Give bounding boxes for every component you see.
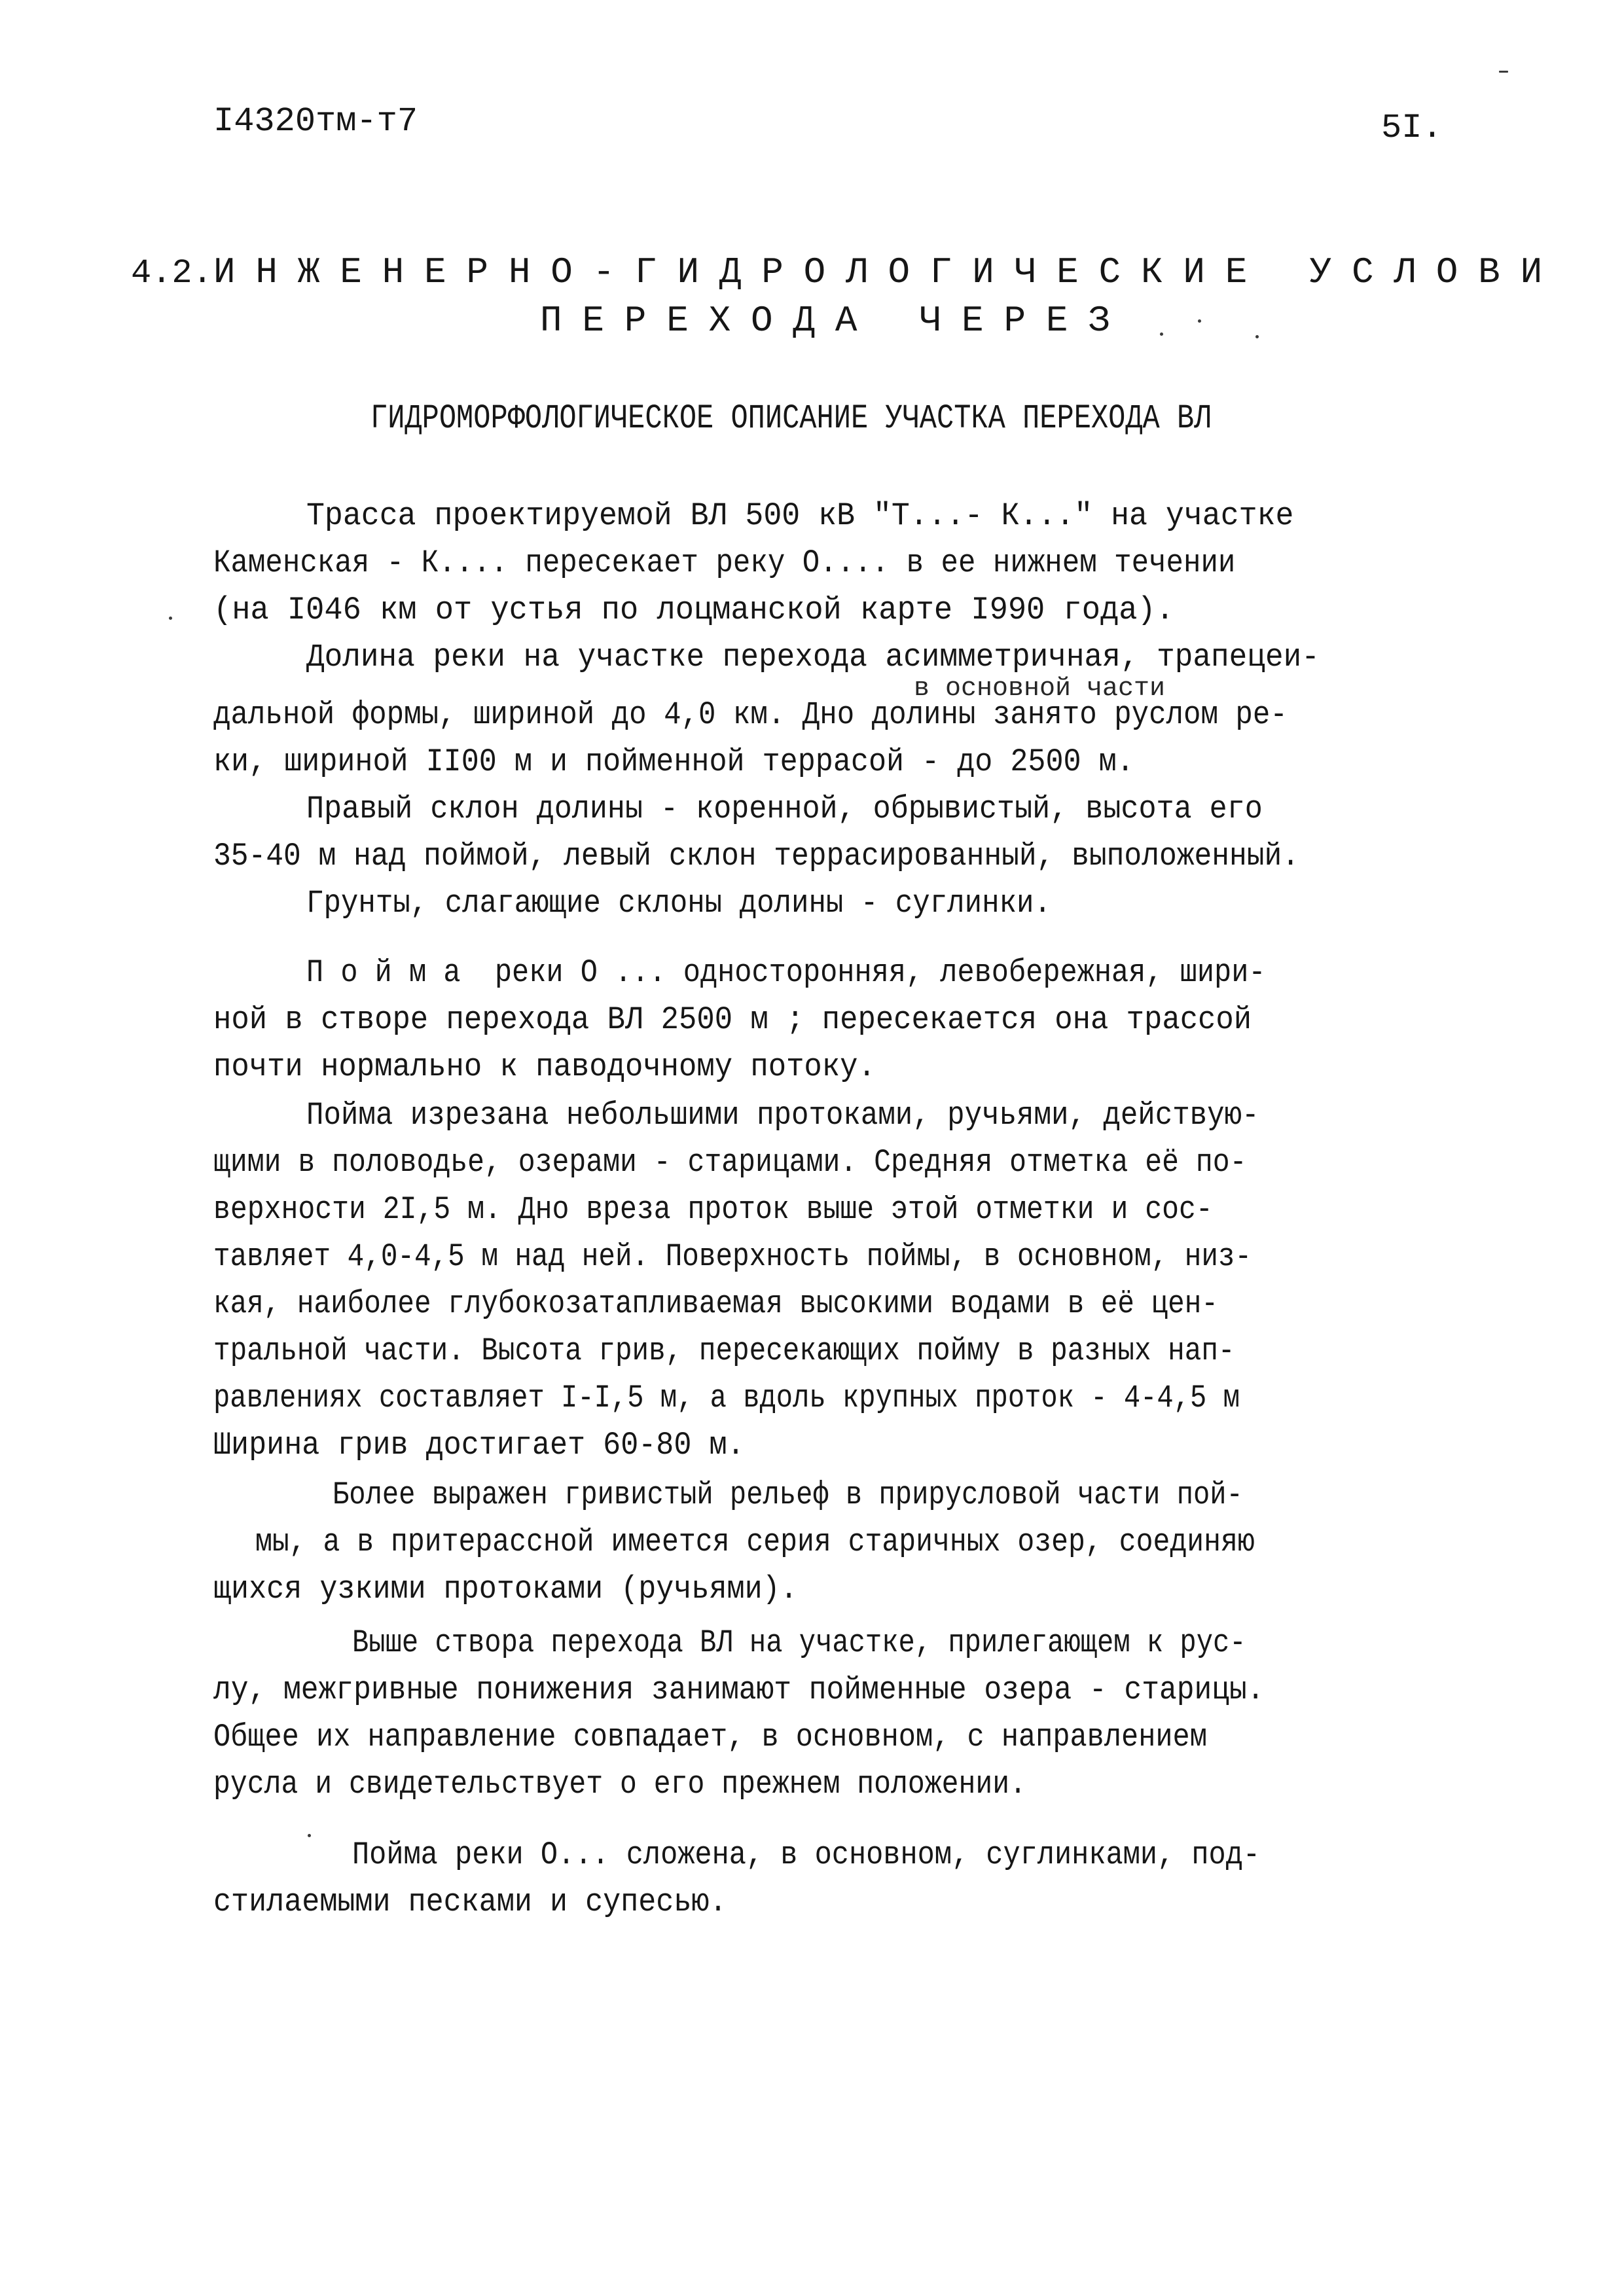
scan-speck <box>1198 319 1201 323</box>
body-line: Пойма реки О... сложена, в основном, суглинками, под- <box>352 1837 1261 1873</box>
body-line: Правый склон долины - коренной, обрывистый, высота его <box>306 791 1263 827</box>
body-line: П о й м а реки О ... односторонняя, левобережная, шири- <box>306 954 1266 991</box>
body-line: Ширина грив достигает 60-80 м. <box>213 1427 745 1463</box>
body-line: тральной части. Высота грив, пересекающих пойму в разных нап- <box>213 1333 1235 1369</box>
body-line: Каменская - К.... пересекает реку О.... в ее нижнем течении <box>213 545 1236 581</box>
section-number: 4.2. <box>131 254 213 293</box>
page-number: 5I. <box>1381 109 1443 147</box>
scan-speck <box>1499 71 1508 73</box>
handwritten-insertion: в основной части <box>914 674 1166 704</box>
body-line: Долина реки на участке перехода асимметричная, трапецеи- <box>306 639 1320 675</box>
body-line: Пойма изрезана небольшими протоками, ручьями, действую- <box>306 1097 1259 1134</box>
body-line: стилаемыми песками и супесью. <box>213 1884 727 1920</box>
section-title-line-2: ПЕРЕХОДА ЧЕРЕЗ <box>540 300 1130 342</box>
body-line: 35-40 м над поймой, левый склон террасированный, выположенный. <box>213 838 1300 874</box>
doc-code: I4320тм-т7 <box>213 102 418 141</box>
body-line: мы, а в притерассной имеется серия старичных озер, соединяю <box>255 1524 1255 1560</box>
body-line: тавляет 4,0-4,5 м над ней. Поверхность поймы, в основном, низ- <box>213 1238 1252 1275</box>
body-line: ной в створе перехода ВЛ 2500 м ; пересекается она трассой <box>213 1001 1252 1038</box>
body-line: Трасса проектируемой ВЛ 500 кВ "Т...- К..." на участке <box>306 497 1294 534</box>
body-line: щими в половодье, озерами - старицами. Средняя отметка её по- <box>213 1144 1247 1181</box>
body-line: лу, межгривные понижения занимают пойменные озера - старицы. <box>213 1672 1265 1708</box>
body-line: равлениях составляет I-I,5 м, а вдоль крупных проток - 4-4,5 м <box>213 1380 1240 1416</box>
body-line: Выше створа перехода ВЛ на участке, прилегающем к рус- <box>352 1624 1246 1661</box>
body-line: ки, шириной II00 м и пойменной террасой - до 2500 м. <box>213 744 1134 780</box>
body-line: почти нормально к паводочному потоку. <box>213 1049 876 1085</box>
section-title-line-1: ИНЖЕНЕРНО-ГИДРОЛОГИЧЕСКИЕ УСЛОВИ <box>213 251 1562 293</box>
body-line: Общее их направление совпадает, в основном, с направлением <box>213 1719 1207 1755</box>
scan-speck <box>308 1834 311 1837</box>
body-line: дальной формы, шириной до 4,0 км. Дно долины занято руслом ре- <box>213 696 1288 733</box>
scan-speck <box>1160 332 1163 336</box>
body-line: щихся узкими протоками (ручьями). <box>213 1571 798 1607</box>
body-line: (на I046 км от устья по лоцманской карте I990 года). <box>213 592 1174 628</box>
body-line: Грунты, слагающие склоны долины - суглинки. <box>306 885 1051 922</box>
body-line: верхности 2I,5 м. Дно вреза проток выше этой отметки и сос- <box>213 1191 1213 1228</box>
section-subtitle: ГИДРОМОРФОЛОГИЧЕСКОЕ ОПИСАНИЕ УЧАСТКА ПЕРЕХОДА ВЛ <box>370 399 1212 438</box>
body-line: русла и свидетельствует о его прежнем положении. <box>213 1766 1027 1803</box>
body-line: Более выражен гривистый рельеф в прирусловой части пой- <box>333 1477 1243 1513</box>
body-line: кая, наиболее глубокозатапливаемая высокими водами в её цен- <box>213 1285 1218 1322</box>
scan-speck <box>1255 335 1259 338</box>
scan-speck <box>169 617 172 620</box>
